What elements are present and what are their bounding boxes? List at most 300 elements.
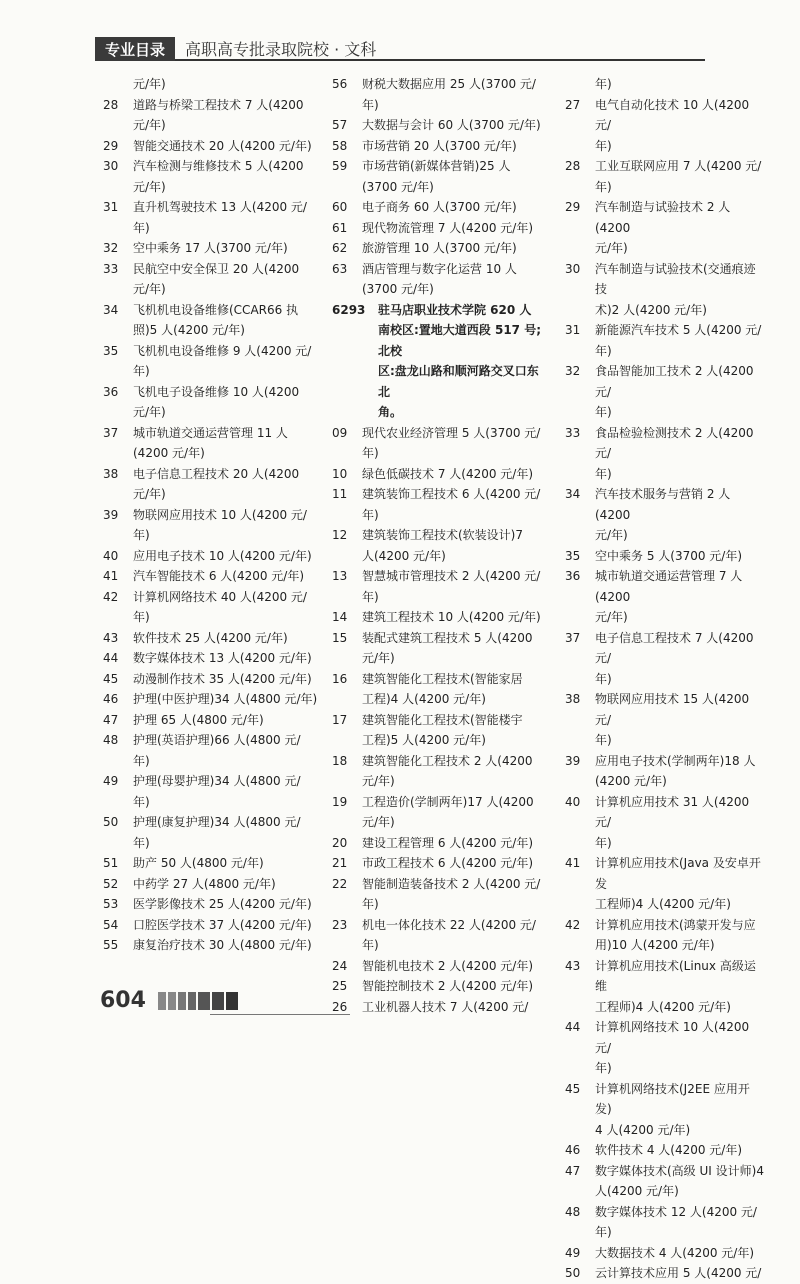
list-item	[332, 484, 550, 505]
list-item	[565, 1140, 765, 1161]
item-text: 年)	[362, 938, 379, 952]
list-item	[332, 587, 550, 608]
list-item	[103, 136, 318, 157]
list-item	[332, 976, 550, 997]
item-text: 数字媒体技术(高级 UI 设计师)4	[595, 1163, 764, 1178]
item-text: 建筑智能化工程技术(智能家居	[362, 671, 523, 686]
list-item	[565, 177, 765, 198]
item-number: 51	[103, 856, 119, 870]
list-item	[332, 300, 550, 321]
item-text: 物联网应用技术 15 人(4200 元/	[595, 692, 750, 727]
item-number: 46	[565, 1143, 581, 1157]
item-text: 驻马店职业技术学院 620 人	[378, 302, 532, 317]
item-number	[103, 74, 133, 95]
item-number: 53	[103, 897, 119, 911]
list-item	[103, 423, 318, 444]
item-number: 27	[565, 97, 581, 112]
list-item	[565, 792, 765, 833]
item-text: 工程造价(学制两年)17 人(4200	[362, 794, 534, 809]
list-item	[103, 874, 318, 895]
item-number: 59	[332, 159, 348, 173]
item-number: 41	[565, 856, 581, 870]
item-number: 24	[332, 958, 348, 973]
item-text: 计算机应用技术(Linux 高级运维	[595, 958, 756, 993]
list-item	[565, 464, 765, 485]
item-number: 45	[103, 671, 119, 686]
item-text: 现代物流管理 7 人(4200 元/年)	[362, 220, 534, 235]
list-item	[332, 915, 550, 936]
page-number: 604	[100, 988, 146, 1013]
item-number: 28	[103, 97, 119, 112]
item-text: 区:盘龙山路和顺河路交叉口东北	[378, 364, 539, 399]
list-item	[565, 1202, 765, 1243]
item-text: 工程师)4 人(4200 元/年)	[595, 897, 731, 911]
item-text: 电子信息工程技术 7 人(4200 元/	[595, 630, 754, 665]
item-number	[332, 648, 362, 669]
item-text: (4200 元/年)	[133, 446, 205, 460]
item-text: 年)	[133, 528, 150, 542]
item-text: 智能交通技术 20 人(4200 元/年)	[133, 138, 312, 153]
list-item	[103, 341, 318, 362]
item-number: 39	[565, 753, 581, 768]
list-item	[332, 464, 550, 485]
item-text: 元/年)	[362, 815, 395, 829]
item-number: 09	[332, 425, 348, 440]
item-number	[103, 484, 133, 505]
item-text: 元/年)	[133, 405, 166, 419]
item-number: 31	[103, 200, 119, 214]
list-item	[565, 628, 765, 669]
list-item	[332, 95, 550, 116]
item-number: 39	[103, 507, 119, 522]
list-item	[332, 771, 550, 792]
list-item	[565, 238, 765, 259]
item-text: 助产 50 人(4800 元/年)	[133, 856, 264, 870]
list-item	[103, 259, 318, 280]
item-text: 电气自动化技术 10 人(4200 元/	[595, 97, 750, 132]
item-number: 36	[565, 569, 581, 583]
item-text: (3700 元/年)	[362, 282, 434, 296]
item-text: 云计算技术应用 5 人(4200 元/	[595, 1266, 762, 1280]
item-text: 康复治疗技术 30 人(4800 元/年)	[133, 938, 312, 952]
item-number	[565, 1120, 595, 1141]
list-item	[103, 935, 318, 956]
page-footer	[100, 988, 238, 1013]
list-item	[332, 751, 550, 772]
item-text: 护理 65 人(4800 元/年)	[133, 712, 264, 727]
item-text: 用)10 人(4200 元/年)	[595, 938, 715, 952]
item-number: 50	[565, 1266, 581, 1280]
item-number: 41	[103, 569, 119, 583]
list-item	[565, 1017, 765, 1058]
list-item	[332, 607, 550, 628]
item-text: 护理(中医护理)34 人(4800 元/年)	[133, 692, 318, 706]
list-item	[103, 156, 318, 177]
item-text: 年)	[595, 179, 612, 194]
item-number	[103, 177, 133, 198]
item-number: 55	[103, 938, 119, 952]
item-text: 汽车技术服务与营销 2 人(4200	[595, 487, 731, 522]
item-number: 14	[332, 610, 348, 624]
item-number: 48	[565, 1204, 581, 1219]
list-item	[103, 566, 318, 587]
item-text: 动漫制作技术 35 人(4200 元/年)	[133, 671, 312, 686]
item-number	[565, 177, 595, 198]
list-item	[565, 669, 765, 690]
item-number: 34	[103, 302, 119, 317]
item-text: 酒店管理与数字化运营 10 人	[362, 261, 517, 276]
item-number	[565, 730, 595, 751]
item-number	[332, 279, 362, 300]
item-number: 49	[103, 774, 119, 788]
item-number: 54	[103, 917, 119, 932]
item-number: 35	[103, 343, 119, 358]
item-text: 年)	[133, 220, 150, 235]
item-number: 46	[103, 692, 119, 706]
item-number: 50	[103, 815, 119, 829]
item-number: 23	[332, 917, 348, 932]
item-number: 37	[565, 630, 581, 645]
list-item	[332, 997, 550, 1018]
item-number: 36	[103, 384, 119, 399]
item-text: (4200 元/年)	[595, 774, 667, 788]
list-item	[103, 751, 318, 772]
list-item	[565, 997, 765, 1018]
list-item	[332, 177, 550, 198]
list-item	[103, 710, 318, 731]
item-text: 年)	[362, 446, 379, 460]
item-number: 15	[332, 630, 348, 645]
item-text: 工程)5 人(4200 元/年)	[362, 733, 486, 747]
list-item	[565, 1181, 765, 1202]
item-number	[332, 894, 362, 915]
list-item	[103, 197, 318, 218]
item-number: 40	[103, 548, 119, 563]
list-item	[565, 1161, 765, 1182]
list-item	[103, 115, 318, 136]
item-text: 应用电子技术(学制两年)18 人	[595, 753, 756, 768]
item-number	[565, 997, 595, 1018]
item-number: 44	[103, 651, 119, 665]
item-text: 南校区:置地大道西段 517 号;北校	[378, 323, 542, 358]
item-number	[565, 669, 595, 690]
item-number	[103, 218, 133, 239]
item-text: 计算机网络技术 40 人(4200 元/	[133, 589, 307, 604]
list-item	[103, 238, 318, 259]
item-text: 元/年)	[362, 651, 395, 665]
item-text: 年)	[133, 364, 150, 378]
item-number: 43	[565, 958, 581, 973]
list-item	[565, 935, 765, 956]
list-item	[565, 361, 765, 402]
list-item	[332, 238, 550, 259]
list-item	[332, 115, 550, 136]
section-badge: 专业目录	[95, 37, 175, 61]
list-item	[565, 402, 765, 423]
item-text: 软件技术 4 人(4200 元/年)	[595, 1143, 743, 1157]
item-text: 建筑智能化工程技术(智能楼宇	[362, 712, 523, 727]
list-item	[565, 771, 765, 792]
item-number: 20	[332, 835, 348, 850]
footer-rule	[210, 1014, 350, 1015]
list-item	[332, 443, 550, 464]
item-text: 人(4200 元/年)	[595, 1184, 679, 1198]
item-number	[332, 505, 362, 526]
item-number: 40	[565, 794, 581, 809]
item-number: 12	[332, 528, 348, 542]
item-number: 60	[332, 200, 348, 214]
list-item	[565, 341, 765, 362]
column-2	[332, 74, 550, 1017]
item-number	[565, 300, 595, 321]
item-number: 34	[565, 487, 581, 501]
list-item	[103, 792, 318, 813]
item-text: (3700 元/年)	[362, 179, 434, 194]
item-number: 33	[565, 425, 581, 440]
item-text: 元/年)	[133, 282, 166, 296]
item-text: 年)	[362, 97, 379, 112]
item-text: 年)	[133, 835, 150, 850]
item-text: 建筑智能化工程技术 2 人(4200	[362, 753, 533, 768]
item-text: 飞机电子设备维修 10 人(4200	[133, 384, 300, 399]
list-item	[103, 484, 318, 505]
list-item	[565, 1120, 765, 1141]
list-item	[565, 751, 765, 772]
list-item	[332, 423, 550, 444]
list-item	[332, 74, 550, 95]
list-item	[103, 177, 318, 198]
item-text: 电子商务 60 人(3700 元/年)	[362, 200, 517, 214]
list-item	[103, 464, 318, 485]
item-text: 建筑装饰工程技术 6 人(4200 元/	[362, 487, 541, 501]
item-number	[565, 607, 595, 628]
list-item	[103, 546, 318, 567]
list-item	[565, 1058, 765, 1079]
item-text: 大数据技术 4 人(4200 元/年)	[595, 1245, 755, 1260]
list-item	[565, 730, 765, 751]
list-item	[103, 382, 318, 403]
list-item	[332, 689, 550, 710]
item-text: 食品智能加工技术 2 人(4200 元/	[595, 364, 754, 399]
item-number: 30	[565, 261, 581, 276]
item-number: 10	[332, 466, 348, 481]
item-number: 21	[332, 856, 348, 870]
item-text: 智慧城市管理技术 2 人(4200 元/	[362, 569, 541, 583]
list-item	[332, 259, 550, 280]
item-text: 术)2 人(4200 元/年)	[595, 302, 707, 317]
item-text: 汽车制造与试验技术(交通痕迹技	[595, 261, 756, 296]
list-item	[103, 812, 318, 833]
item-text: 年)	[595, 1061, 612, 1075]
item-text: 大数据与会计 60 人(3700 元/年)	[362, 118, 541, 132]
item-text: 年)	[595, 835, 612, 850]
list-item	[103, 320, 318, 341]
list-item	[565, 423, 765, 464]
item-number: 38	[565, 692, 581, 706]
item-text: 财税大数据应用 25 人(3700 元/	[362, 77, 536, 91]
item-text: 新能源汽车技术 5 人(4200 元/	[595, 323, 762, 337]
list-item	[565, 833, 765, 854]
item-text: 年)	[133, 794, 150, 809]
item-number	[565, 894, 595, 915]
list-item	[103, 648, 318, 669]
list-item	[332, 874, 550, 895]
item-number	[103, 320, 133, 341]
item-number: 29	[565, 200, 581, 214]
item-text: 年)	[595, 138, 612, 153]
item-number: 35	[565, 548, 581, 563]
column-3	[565, 74, 765, 1284]
item-number: 44	[565, 1020, 581, 1034]
item-number	[103, 751, 133, 772]
item-number	[565, 238, 595, 259]
item-text: 智能制造装备技术 2 人(4200 元/	[362, 876, 541, 891]
item-text: 护理(母婴护理)34 人(4800 元/	[133, 774, 301, 788]
list-item	[565, 156, 765, 177]
item-text: 口腔医学技术 37 人(4200 元/年)	[133, 917, 312, 932]
list-item	[103, 300, 318, 321]
list-item	[103, 894, 318, 915]
item-text: 计算机应用技术 31 人(4200 元/	[595, 794, 750, 829]
item-text: 空中乘务 5 人(3700 元/年)	[595, 548, 743, 563]
list-item	[565, 689, 765, 730]
item-text: 道路与桥梁工程技术 7 人(4200	[133, 97, 304, 112]
item-number	[332, 771, 362, 792]
section-subtitle: 高职高专批录取院校 · 文科	[175, 37, 705, 61]
item-text: 食品检验检测技术 2 人(4200 元/	[595, 425, 754, 460]
item-text: 元/年)	[133, 118, 166, 132]
list-item	[103, 74, 318, 95]
item-text: 市场营销(新媒体营销)25 人	[362, 159, 511, 173]
item-text: 工程)4 人(4200 元/年)	[362, 692, 486, 706]
item-number	[332, 402, 378, 423]
item-text: 年)	[133, 610, 150, 624]
item-number: 13	[332, 569, 348, 583]
list-item	[103, 669, 318, 690]
item-text: 飞机机电设备维修(CCAR66 执	[133, 302, 299, 317]
list-item	[565, 607, 765, 628]
item-number: 17	[332, 712, 348, 727]
item-number: 6293	[332, 302, 366, 317]
item-text: 应用电子技术 10 人(4200 元/年)	[133, 548, 312, 563]
list-item	[565, 1243, 765, 1264]
item-number	[103, 525, 133, 546]
item-number: 48	[103, 733, 119, 747]
item-text: 元/年)	[362, 774, 395, 788]
item-number	[332, 730, 362, 751]
list-item	[103, 833, 318, 854]
list-item	[332, 566, 550, 587]
item-text: 飞机机电设备维修 9 人(4200 元/	[133, 343, 312, 358]
item-number: 18	[332, 753, 348, 768]
list-item	[103, 505, 318, 526]
item-text: 人(4200 元/年)	[362, 548, 446, 563]
list-item	[565, 320, 765, 341]
list-item	[103, 95, 318, 116]
item-number	[103, 115, 133, 136]
item-number	[103, 792, 133, 813]
list-item	[565, 956, 765, 997]
item-text: 4 人(4200 元/年)	[595, 1122, 691, 1137]
item-number	[332, 320, 378, 361]
item-number: 31	[565, 323, 581, 337]
item-text: 电子信息工程技术 20 人(4200	[133, 466, 300, 481]
list-item	[332, 361, 550, 402]
item-text: 年)	[595, 77, 612, 91]
item-text: 建筑装饰工程技术(软装设计)7	[362, 528, 523, 542]
list-item	[103, 853, 318, 874]
item-number	[565, 1181, 595, 1202]
item-text: 现代农业经济管理 5 人(3700 元/	[362, 425, 541, 440]
item-number	[103, 443, 133, 464]
item-number: 47	[565, 1163, 581, 1178]
list-item	[103, 915, 318, 936]
item-number	[103, 607, 133, 628]
item-text: 年)	[362, 589, 379, 604]
item-text: 数字媒体技术 13 人(4200 元/年)	[133, 651, 312, 665]
list-item	[332, 710, 550, 731]
item-number: 38	[103, 466, 119, 481]
item-number	[332, 587, 362, 608]
item-number: 58	[332, 138, 348, 153]
list-item	[565, 546, 765, 567]
item-text: 绿色低碳技术 7 人(4200 元/年)	[362, 466, 534, 481]
item-text: 元/年)	[133, 487, 166, 501]
item-text: 智能控制技术 2 人(4200 元/年)	[362, 979, 534, 993]
item-number	[565, 833, 595, 854]
item-text: 年)	[362, 897, 379, 911]
list-item	[332, 935, 550, 956]
list-item	[103, 525, 318, 546]
list-item	[103, 402, 318, 423]
item-text: 直升机驾驶技术 13 人(4200 元/	[133, 200, 307, 214]
item-text: 城市轨道交通运营管理 7 人(4200	[595, 569, 743, 604]
item-text: 市场营销 20 人(3700 元/年)	[362, 138, 517, 153]
item-number	[565, 464, 595, 485]
item-text: 年)	[133, 753, 150, 768]
item-number: 57	[332, 118, 348, 132]
item-number: 56	[332, 77, 348, 91]
item-text: 年)	[595, 466, 612, 481]
item-text: 市政工程技术 6 人(4200 元/年)	[362, 856, 534, 870]
item-text: 角。	[378, 405, 403, 419]
list-item	[565, 136, 765, 157]
item-number	[565, 525, 595, 546]
item-number	[332, 177, 362, 198]
item-number: 11	[332, 487, 348, 501]
list-item	[103, 628, 318, 649]
item-number: 25	[332, 979, 348, 993]
item-text: 年)	[595, 343, 612, 358]
item-number: 45	[565, 1081, 581, 1096]
item-number: 42	[565, 917, 581, 932]
list-item	[565, 484, 765, 525]
item-number	[103, 361, 133, 382]
item-number	[103, 833, 133, 854]
item-text: 计算机应用技术(鸿蒙开发与应	[595, 917, 756, 932]
item-number: 62	[332, 241, 348, 255]
list-item	[332, 956, 550, 977]
list-item	[332, 853, 550, 874]
item-number: 28	[565, 159, 581, 173]
item-text: 照)5 人(4200 元/年)	[133, 323, 245, 337]
list-item	[565, 259, 765, 300]
list-item	[103, 607, 318, 628]
item-text: 物联网应用技术 10 人(4200 元/	[133, 507, 307, 522]
item-text: 汽车智能技术 6 人(4200 元/年)	[133, 569, 305, 583]
list-item	[565, 915, 765, 936]
list-item	[565, 95, 765, 136]
